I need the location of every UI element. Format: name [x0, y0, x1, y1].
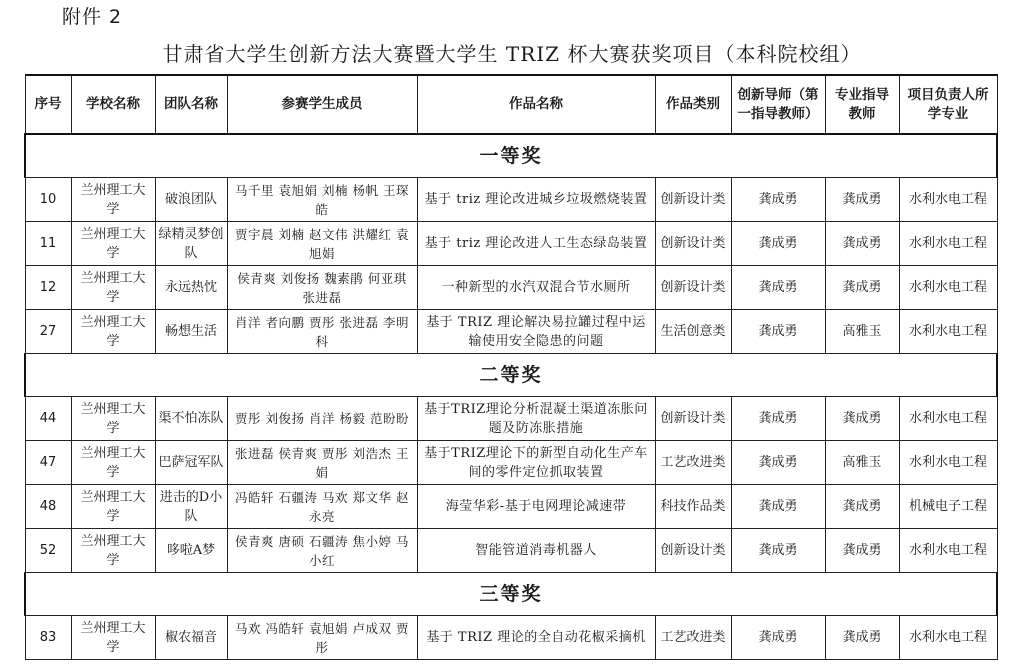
cell-school: 兰州理工大学 — [71, 616, 155, 660]
cell-mentor1: 龚成勇 — [731, 178, 825, 222]
cell-mentor1: 龚成勇 — [731, 616, 825, 660]
table-row — [25, 397, 997, 441]
cell-major: 水利水电工程 — [899, 310, 997, 354]
attachment-label: 附件 2 — [62, 6, 123, 28]
table-body — [25, 134, 997, 660]
header-no: 序号 — [25, 75, 71, 134]
cell-category: 创新设计类 — [655, 222, 731, 266]
cell-team: 破浪团队 — [155, 178, 227, 222]
cell-team: 哆啦A梦 — [155, 529, 227, 573]
cell-mentor2: 龚成勇 — [825, 485, 899, 529]
cell-school: 兰州理工大学 — [71, 178, 155, 222]
cell-mentor2: 高雅玉 — [825, 310, 899, 354]
cell-school: 兰州理工大学 — [71, 310, 155, 354]
cell-members: 肖洋 者向鹏 贾彤 张进磊 李明科 — [227, 310, 417, 354]
cell-school: 兰州理工大学 — [71, 529, 155, 573]
table-row — [25, 266, 997, 310]
cell-team: 畅想生活 — [155, 310, 227, 354]
cell-major: 水利水电工程 — [899, 616, 997, 660]
cell-mentor2: 高雅玉 — [825, 441, 899, 485]
table-row — [25, 441, 997, 485]
cell-major: 水利水电工程 — [899, 441, 997, 485]
cell-major: 水利水电工程 — [899, 397, 997, 441]
cell-team: 巴萨冠军队 — [155, 441, 227, 485]
cell-category: 科技作品类 — [655, 485, 731, 529]
table-row — [25, 616, 997, 660]
header-category: 作品类别 — [655, 75, 731, 134]
cell-category: 创新设计类 — [655, 178, 731, 222]
cell-mentor2: 龚成勇 — [825, 397, 899, 441]
awards-table — [24, 74, 998, 660]
prize-level-heading: 二等奖 — [25, 354, 997, 397]
table-row — [25, 529, 997, 573]
cell-mentor1: 龚成勇 — [731, 222, 825, 266]
header-mentor2: 专业指导教师 — [825, 75, 899, 134]
cell-category: 创新设计类 — [655, 529, 731, 573]
header-major: 项目负责人所学专业 — [899, 75, 997, 134]
cell-category: 生活创意类 — [655, 310, 731, 354]
table-header-row — [25, 75, 997, 134]
cell-major: 水利水电工程 — [899, 178, 997, 222]
cell-members: 冯皓轩 石疆涛 马欢 郑文华 赵永亮 — [227, 485, 417, 529]
cell-members: 马欢 冯皓轩 袁旭娟 卢成双 贾彤 — [227, 616, 417, 660]
cell-mentor1: 龚成勇 — [731, 397, 825, 441]
cell-members: 贾宇晨 刘楠 赵文伟 洪耀红 袁旭娟 — [227, 222, 417, 266]
cell-major: 机械电子工程 — [899, 485, 997, 529]
cell-school: 兰州理工大学 — [71, 485, 155, 529]
cell-no: 83 — [25, 616, 71, 660]
cell-work: 基于TRIZ理论分析混凝土渠道冻胀问题及防冻胀措施 — [417, 397, 655, 441]
cell-work: 智能管道消毒机器人 — [417, 529, 655, 573]
cell-work: 海莹华彩-基于电网理论减速带 — [417, 485, 655, 529]
cell-work: 基于 TRIZ 理论的全自动花椒采摘机 — [417, 616, 655, 660]
cell-major: 水利水电工程 — [899, 222, 997, 266]
document-title: 甘肃省大学生创新方法大赛暨大学生 TRIZ 杯大赛获奖项目（本科院校组） — [162, 42, 862, 66]
cell-team: 永远热忱 — [155, 266, 227, 310]
prize-section-row — [25, 573, 997, 616]
cell-mentor2: 龚成勇 — [825, 222, 899, 266]
cell-category: 工艺改进类 — [655, 616, 731, 660]
cell-mentor1: 龚成勇 — [731, 441, 825, 485]
cell-mentor2: 龚成勇 — [825, 616, 899, 660]
cell-school: 兰州理工大学 — [71, 397, 155, 441]
cell-no: 47 — [25, 441, 71, 485]
prize-section-row — [25, 354, 997, 397]
cell-no: 52 — [25, 529, 71, 573]
cell-mentor1: 龚成勇 — [731, 485, 825, 529]
cell-no: 44 — [25, 397, 71, 441]
header-team: 团队名称 — [155, 75, 227, 134]
header-mentor1: 创新导师（第一指导教师） — [731, 75, 825, 134]
table-row — [25, 485, 997, 529]
cell-no: 48 — [25, 485, 71, 529]
table-row — [25, 310, 997, 354]
cell-mentor2: 龚成勇 — [825, 178, 899, 222]
cell-major: 水利水电工程 — [899, 529, 997, 573]
cell-school: 兰州理工大学 — [71, 222, 155, 266]
cell-category: 创新设计类 — [655, 266, 731, 310]
cell-mentor1: 龚成勇 — [731, 310, 825, 354]
header-school: 学校名称 — [71, 75, 155, 134]
cell-no: 27 — [25, 310, 71, 354]
cell-no: 12 — [25, 266, 71, 310]
cell-work: 基于TRIZ理论下的新型自动化生产车间的零件定位抓取装置 — [417, 441, 655, 485]
header-members: 参赛学生成员 — [227, 75, 417, 134]
cell-members: 贾彤 刘俊扬 肖洋 杨毅 范盼盼 — [227, 397, 417, 441]
cell-category: 工艺改进类 — [655, 441, 731, 485]
cell-mentor1: 龚成勇 — [731, 266, 825, 310]
cell-team: 椒农福音 — [155, 616, 227, 660]
cell-members: 马千里 袁旭娟 刘楠 杨帆 王琛皓 — [227, 178, 417, 222]
cell-no: 10 — [25, 178, 71, 222]
prize-level-heading: 三等奖 — [25, 573, 997, 616]
table-row — [25, 222, 997, 266]
cell-work: 基于 triz 理论改进城乡垃圾燃烧装置 — [417, 178, 655, 222]
cell-school: 兰州理工大学 — [71, 266, 155, 310]
cell-mentor1: 龚成勇 — [731, 529, 825, 573]
cell-mentor2: 龚成勇 — [825, 529, 899, 573]
cell-members: 张进磊 侯青爽 贾彤 刘浩杰 王娟 — [227, 441, 417, 485]
cell-category: 创新设计类 — [655, 397, 731, 441]
cell-team: 渠不怕冻队 — [155, 397, 227, 441]
prize-section-row — [25, 134, 997, 178]
cell-no: 11 — [25, 222, 71, 266]
cell-major: 水利水电工程 — [899, 266, 997, 310]
cell-work: 基于 TRIZ 理论解决易拉罐过程中运输使用安全隐患的问题 — [417, 310, 655, 354]
cell-team: 绿精灵梦创队 — [155, 222, 227, 266]
cell-members: 侯青爽 唐硕 石疆涛 焦小婷 马小红 — [227, 529, 417, 573]
cell-work: 基于 triz 理论改进人工生态绿岛装置 — [417, 222, 655, 266]
header-work: 作品名称 — [417, 75, 655, 134]
cell-work: 一种新型的水汽双混合节水厕所 — [417, 266, 655, 310]
cell-mentor2: 龚成勇 — [825, 266, 899, 310]
prize-level-heading: 一等奖 — [25, 134, 997, 178]
cell-team: 进击的D小队 — [155, 485, 227, 529]
cell-members: 侯青爽 刘俊扬 魏素鹃 何亚琪 张进磊 — [227, 266, 417, 310]
table-row — [25, 178, 997, 222]
cell-school: 兰州理工大学 — [71, 441, 155, 485]
